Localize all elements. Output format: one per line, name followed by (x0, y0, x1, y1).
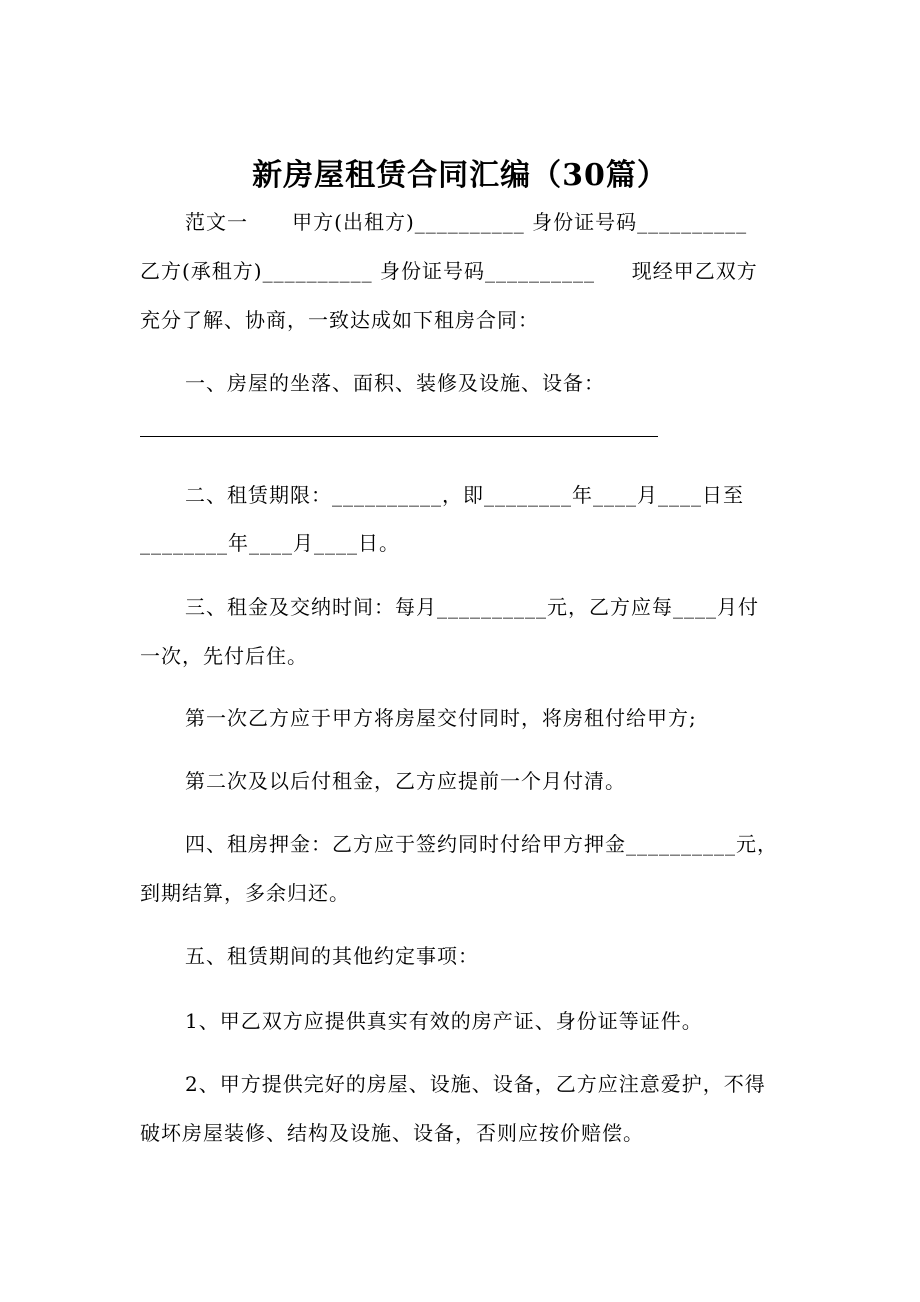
document-title: 新房屋租赁合同汇编（30篇） (252, 158, 668, 193)
clause-5-item-2-line-2: 破坏房屋装修、结构及设施、设备，否则应按价赔偿。 (140, 1121, 644, 1145)
clause-5-item-1: 1、甲乙双方应提供真实有效的房产证、身份证等证件。 (185, 1009, 703, 1033)
clause-3-line-1: 三、租金及交纳时间：每月__________元，乙方应每____月付 (185, 595, 759, 619)
clause-4-line-2: 到期结算，多余归还。 (140, 881, 350, 905)
contract-line-party-b: 乙方(承租方)__________ 身份证号码__________ 现经甲乙双方 (140, 259, 758, 283)
clause-4-line-1: 四、租房押金：乙方应于签约同时付给甲方押金__________元， (185, 832, 778, 856)
clause-2-line-2: ________年____月____日。 (140, 531, 400, 555)
clause-3-first-payment: 第一次乙方应于甲方将房屋交付同时，将房租付给甲方; (185, 706, 697, 730)
clause-3-line-2: 一次，先付后住。 (140, 644, 308, 668)
clause-1-heading: 一、房屋的坐落、面积、装修及设施、设备： (185, 371, 605, 395)
contract-line-agreement: 充分了解、协商，一致达成如下租房合同： (140, 308, 539, 332)
clause-5-heading: 五、租赁期间的其他约定事项： (185, 944, 479, 968)
clause-2-line-1: 二、租赁期限：__________，即________年____月____日至 (185, 483, 744, 507)
clause-3-second-payment: 第二次及以后付租金，乙方应提前一个月付清。 (185, 769, 626, 793)
contract-line-party-a: 范文一 甲方(出租方)__________ 身份证号码__________ (185, 210, 748, 234)
clause-5-item-2-line-1: 2、甲方提供完好的房屋、设施、设备，乙方应注意爱护，不得 (185, 1072, 766, 1096)
blank-fill-line (140, 436, 658, 437)
